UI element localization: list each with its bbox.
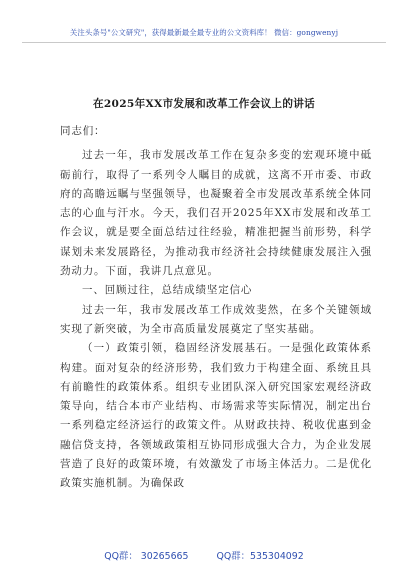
paragraph-intro: 过去一年，我市发展改革工作在复杂多变的宏观环境中砥砺前行，取得了一系列令人瞩目的成就，这离不开市委、市政府的高瞻远瞩与坚强领导，也凝聚着全市发展改革系统全体同志的心血与汗水。今天，我们召开2025年XX市发展和改革工作会议，就是要全面总结过往经验，精准把握当前形势，科学谋划未来发展路径，为推动我市经济社会持续健康发展注入强劲动力。下面，我讲几点意见。 (60, 149, 372, 278)
section-heading: 一、回顾过往，总结成绩坚定信心 (82, 284, 253, 297)
salutation: 同志们： (60, 125, 106, 137)
document-body (60, 118, 372, 494)
footer-qq-group-2: QQ群：535304092 (216, 551, 304, 562)
paragraph-review: 过去一年，我市发展改革工作成效斐然，在多个关键领域实现了新突破，为全市高质量发展奠定了坚实基础。 (60, 303, 372, 335)
header-banner: 关注头条号"公文研究"，获得最新最全最专业的公文资料库！ 微信：gongwenyj (69, 28, 339, 37)
paragraph-policy: （一）政策引领，稳固经济发展基石。一是强化政策体系构建。面对复杂的经济形势，我们致力于构建全面、系统且具有前瞻性的政策体系。组织专业团队深入研究国家宏观经济政策导向，结合本市产业结构、市场需求等实际情况，制定出台一系列稳定经济运行的政策文件。从财政扶持、税收优惠到金融信贷支持，各领域政策相互协同形成强大合力，为企业发展营造了良好的政策环境，有效激发了市场主体活力。二是优化政策实施机制。为确保政 (60, 342, 372, 490)
footer-contact (0, 548, 408, 562)
footer-qq-group-1: QQ群： 30265665 (104, 551, 189, 562)
header-divider (22, 42, 386, 43)
document-title: 在2025年XX市发展和改革工作会议上的讲话 (92, 98, 316, 110)
